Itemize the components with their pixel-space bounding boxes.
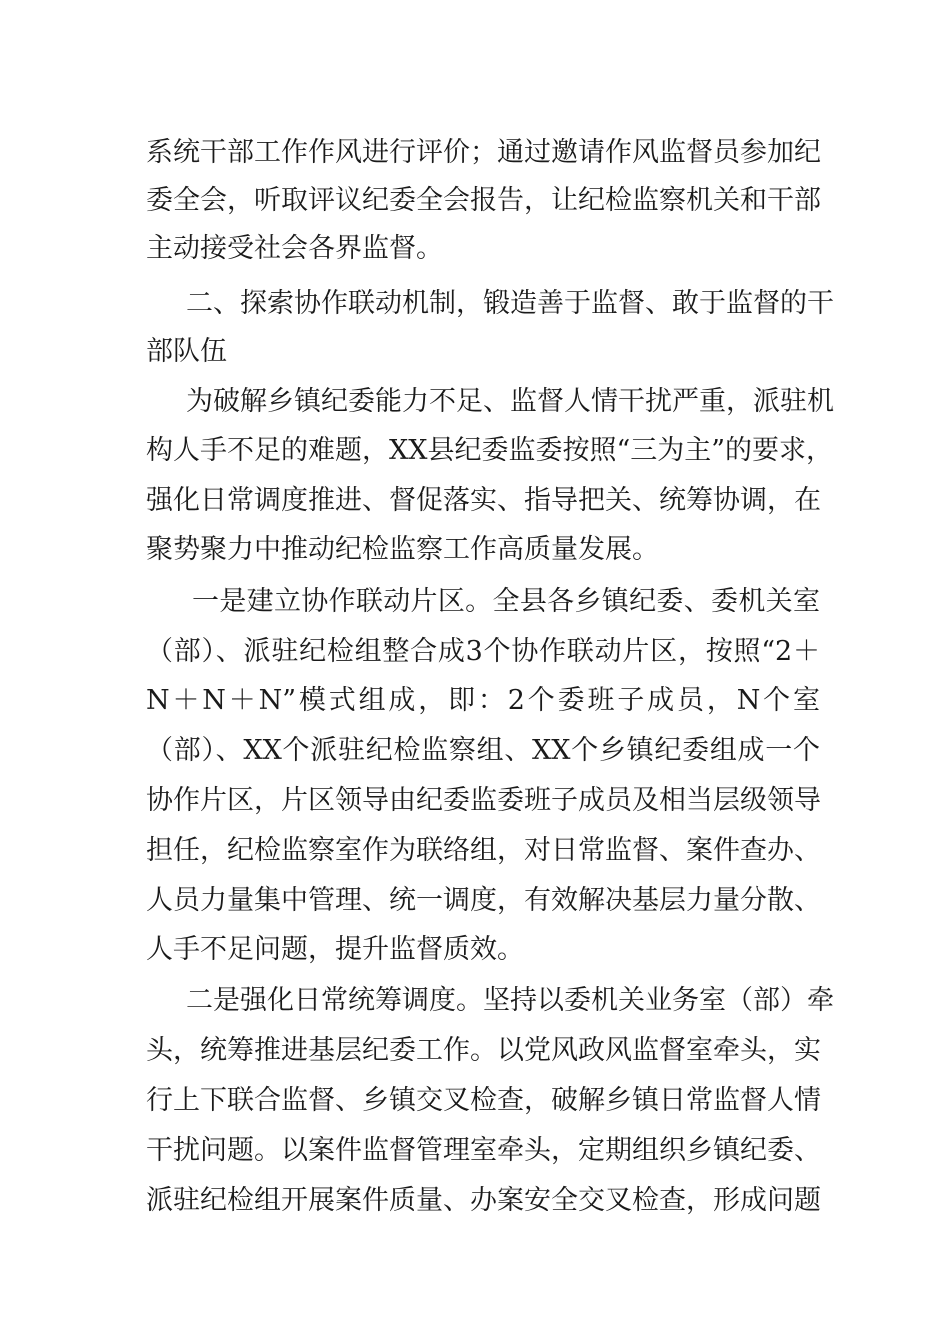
text-line: 人手不足问题，提升监督质效。	[146, 934, 524, 965]
text-line: 派驻纪检组开展案件质量、办案安全交叉检查，形成问题	[146, 1185, 821, 1216]
text-line: 行上下联合监督、乡镇交叉检查，破解乡镇日常监督人情	[146, 1085, 821, 1116]
text-line: 系统干部工作作风进行评价；通过邀请作风监督员参加纪	[146, 137, 821, 168]
text-line: 强化日常调度推进、督促落实、指导把关、统筹协调，在	[146, 485, 821, 516]
text-line: 委全会，听取评议纪委全会报告，让纪检监察机关和干部	[146, 185, 821, 216]
text-line: 干扰问题。以案件监督管理室牵头，定期组织乡镇纪委、	[146, 1135, 821, 1166]
text-line: 聚势聚力中推动纪检监察工作高质量发展。	[146, 534, 659, 565]
section-heading-line: 二、探索协作联动机制，锻造善于监督、敢于监督的干	[186, 288, 834, 319]
text-line: 协作片区，片区领导由纪委监委班子成员及相当层级领导	[146, 785, 821, 816]
text-line: 担任，纪检监察室作为联络组，对日常监督、案件查办、	[146, 835, 821, 866]
text-line: 二是强化日常统筹调度。坚持以委机关业务室（部）牵	[186, 985, 834, 1016]
text-line: 头，统筹推进基层纪委工作。以党风政风监督室牵头，实	[146, 1035, 821, 1066]
text-line: 为破解乡镇纪委能力不足、监督人情干扰严重，派驻机	[186, 386, 834, 417]
text-line: 一是建立协作联动片区。全县各乡镇纪委、委机关室	[192, 586, 820, 617]
text-line: （部）、派驻纪检组整合成3个协作联动片区，按照“2＋	[146, 636, 820, 667]
text-line: 构人手不足的难题，XX县纪委监委按照“三为主”的要求，	[146, 435, 834, 466]
text-line: 人员力量集中管理、统一调度，有效解决基层力量分散、	[146, 885, 821, 916]
section-heading-line: 部队伍	[146, 336, 227, 367]
text-line: （部）、XX个派驻纪检监察组、XX个乡镇纪委组成一个	[146, 735, 820, 766]
text-line: 主动接受社会各界监督。	[146, 233, 443, 264]
text-line: N＋N＋N”模式组成，即：2个委班子成员，N个室	[146, 685, 820, 716]
